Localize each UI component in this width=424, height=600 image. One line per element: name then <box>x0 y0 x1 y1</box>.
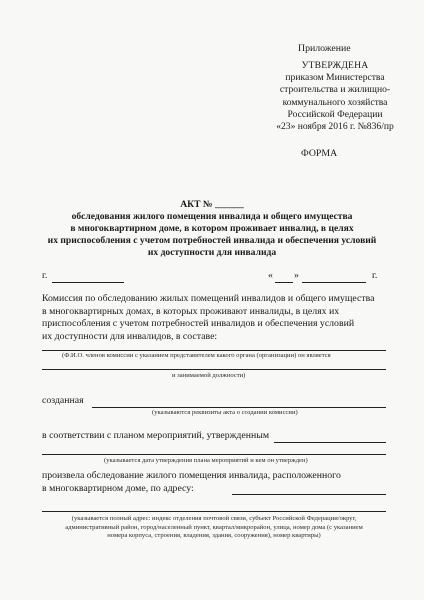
day-field[interactable] <box>275 282 293 283</box>
order-line-2: строительства и жилищно- <box>279 84 391 96</box>
commission-line-4: их доступности для инвалидов, в составе: <box>42 330 218 342</box>
plan-field-2[interactable] <box>42 454 386 455</box>
approved-label: УТВЕРЖДЕНА <box>301 60 369 71</box>
year-suffix: г. <box>372 270 378 281</box>
order-line-3: коммунального хозяйства <box>282 96 388 108</box>
commission-line-3: приспособления с учетом потребностей инвалидов и обеспечения условий <box>42 318 355 330</box>
date-close-quote: » <box>294 270 299 281</box>
members-hint: (Ф.И.О. членов комиссии с указанием представителем какого органа (организации) он является <box>62 352 331 359</box>
created-hint: (указываются реквизиты акта о создании комиссии) <box>152 409 298 416</box>
order-line-4: Российской Федерации <box>287 108 383 120</box>
members-field[interactable] <box>42 350 386 351</box>
appendix-label: Приложение <box>298 43 351 54</box>
created-field[interactable] <box>92 407 386 408</box>
plan-label: в соответствии с планом мероприятий, утвержденным <box>42 430 270 441</box>
title-line-3: их приспособления с учетом потребностей инвалида и обеспечения условий <box>47 235 377 246</box>
city-field[interactable] <box>52 282 124 283</box>
title-line-1: обследования жилого помещения инвалида и общего имущества <box>71 211 353 222</box>
order-line-5: «23» ноября 2016 г. №836/пр <box>276 121 394 133</box>
inspection-paragraph <box>42 470 384 495</box>
address-hint <box>42 515 386 541</box>
position-field[interactable] <box>42 369 386 370</box>
commission-line-1: Комиссия по обследованию жилых помещений инвалидов и общего имущества <box>42 293 375 304</box>
city-prefix: г. <box>42 270 48 281</box>
form-label: ФОРМА <box>301 148 338 159</box>
address-field-2[interactable] <box>42 511 386 512</box>
plan-field[interactable] <box>274 442 386 443</box>
inspection-line-2: в многоквартирном доме, по адресу: <box>42 482 194 494</box>
month-year-field[interactable] <box>302 282 366 283</box>
order-line-1: приказом Министерства <box>285 72 385 84</box>
address-hint-line-3: номера корпуса, строения, владения, здания, сооружения), номер квартиры) <box>107 532 321 540</box>
title-line-2: в многоквартирном доме, в котором проживает инвалид, в целях <box>70 223 354 234</box>
act-number: АКТ № ______ <box>180 199 244 210</box>
address-hint-line-2: административный район, город/населенный пункт, квартал/микрорайон, улица, номер дома (с указанием <box>65 523 363 531</box>
address-hint-line-1: (указывается полный адрес: индекс отделения почтовой связи, субъект Российской Федерации/округ, <box>71 515 357 522</box>
inspection-line-1: произвела обследование жилого помещения инвалида, расположенного <box>42 470 341 481</box>
position-hint: и занимаемой должности) <box>172 372 246 379</box>
plan-hint: (указывается дата утверждения плана мероприятий и кем он утвержден) <box>104 457 308 464</box>
commission-paragraph <box>42 293 384 343</box>
address-field[interactable] <box>232 494 386 495</box>
date-open-quote: « <box>268 270 273 281</box>
act-title <box>40 199 384 259</box>
commission-line-2: в многоквартирных домах, в которых проживают инвалиды, в целях их <box>42 305 340 317</box>
title-line-4: их доступности для инвалида <box>147 247 277 258</box>
approval-block <box>260 60 410 133</box>
created-label: созданная <box>42 395 84 406</box>
